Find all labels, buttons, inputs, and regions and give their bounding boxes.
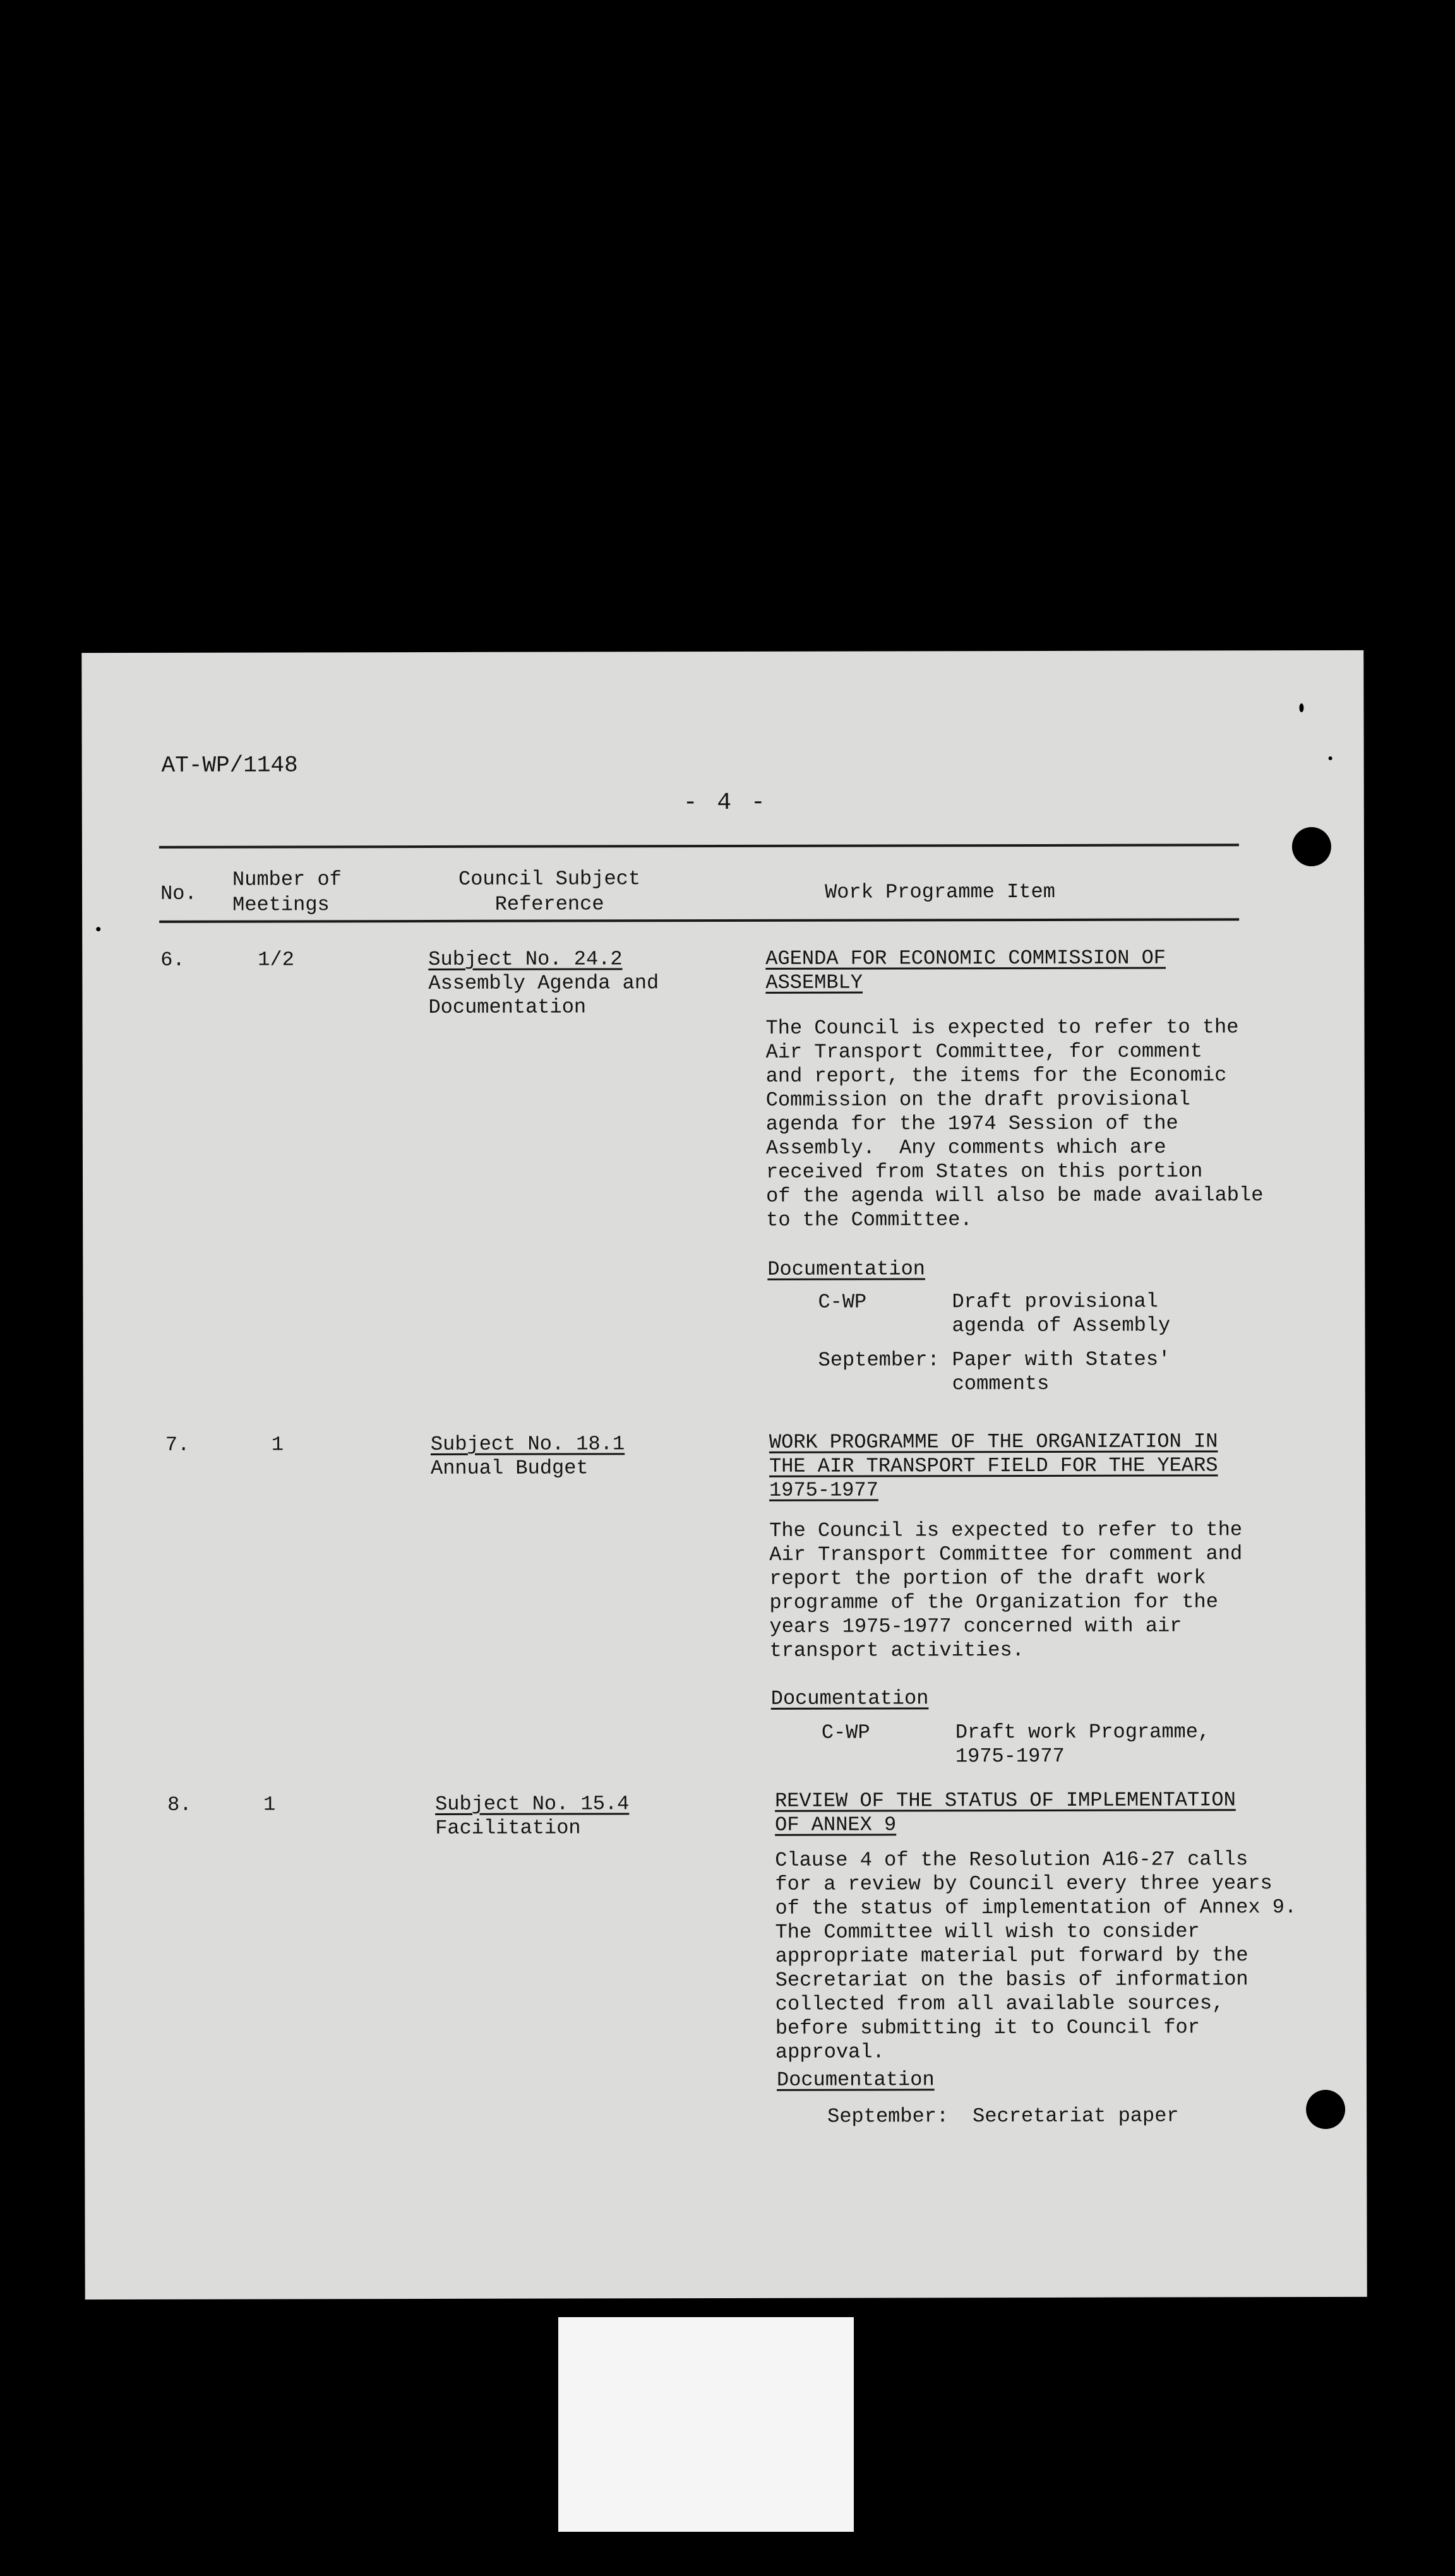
item-title: THE AIR TRANSPORT FIELD FOR THE YEARS bbox=[769, 1453, 1218, 1478]
item-title: AGENDA FOR ECONOMIC COMMISSION OF bbox=[765, 946, 1166, 970]
punch-hole-bottom bbox=[1306, 2090, 1345, 2129]
document-id: AT-WP/1148 bbox=[161, 752, 298, 778]
item-title: 1975-1977 bbox=[769, 1478, 878, 1502]
documentation-heading: Documentation bbox=[767, 1257, 925, 1281]
speck-mark bbox=[1299, 703, 1303, 712]
item-description: Clause 4 of the Resolution A16-27 calls for a review by Council every three years of the status of implementation of Annex 9. The Committee will wish to consider appropriate material put forward by the Secretariat on the basis of information collected from all available sources, before submitting it to Council for approval. bbox=[775, 1847, 1297, 2064]
row-number: 6. bbox=[160, 948, 185, 972]
documentation-source: September: bbox=[818, 1348, 940, 1372]
punch-hole-top bbox=[1292, 827, 1331, 866]
subject-title: Documentation bbox=[428, 995, 587, 1019]
item-title: OF ANNEX 9 bbox=[775, 1813, 897, 1837]
column-header-council-reference: Council Subject Reference bbox=[458, 867, 641, 916]
header-rule-top bbox=[159, 844, 1239, 849]
documentation-source: September: bbox=[827, 2104, 949, 2128]
documentation-detail: agenda of Assembly bbox=[952, 1313, 1171, 1338]
row-meetings: 1 bbox=[271, 1433, 284, 1457]
documentation-detail: Secretariat paper bbox=[973, 2104, 1179, 2128]
documentation-heading: Documentation bbox=[776, 2068, 935, 2092]
documentation-heading: Documentation bbox=[770, 1686, 929, 1710]
speck-mark bbox=[1329, 756, 1332, 760]
row-number: 8. bbox=[167, 1792, 192, 1816]
item-description: The Council is expected to refer to the Air Transport Committee, for comment and report, the items for the Economic Commission on the draft provisional agenda for the 1974 Session of the Assembly. Any comments which are received from States on this portion of the agenda will also be made available to the Committee. bbox=[765, 1015, 1264, 1232]
documentation-detail: Draft work Programme, bbox=[955, 1720, 1211, 1744]
subject-title: Assembly Agenda and bbox=[428, 971, 659, 995]
item-title: ASSEMBLY bbox=[765, 970, 863, 994]
subject-number: Subject No. 24.2 bbox=[428, 947, 623, 971]
column-header-no: No. bbox=[160, 881, 197, 905]
documentation-detail: Draft provisional bbox=[952, 1289, 1158, 1314]
row-meetings: 1/2 bbox=[258, 948, 294, 972]
row-number: 7. bbox=[165, 1433, 190, 1457]
documentation-source: C-WP bbox=[818, 1290, 867, 1314]
subject-number: Subject No. 18.1 bbox=[430, 1432, 625, 1456]
column-header-meetings: Number of Meetings bbox=[232, 868, 342, 917]
documentation-source: C-WP bbox=[821, 1720, 870, 1744]
item-title: REVIEW OF THE STATUS OF IMPLEMENTATION bbox=[775, 1788, 1236, 1813]
column-header-work-item: Work Programme Item bbox=[825, 880, 1055, 904]
page-number: - 4 - bbox=[683, 789, 768, 817]
subject-number: Subject No. 15.4 bbox=[435, 1792, 630, 1816]
documentation-detail: Paper with States' bbox=[952, 1347, 1171, 1372]
documentation-detail: 1975-1977 bbox=[955, 1744, 1065, 1768]
row-meetings: 1 bbox=[263, 1792, 276, 1816]
subject-title: Annual Budget bbox=[430, 1456, 589, 1480]
header-rule-bottom bbox=[159, 918, 1239, 923]
subject-title: Facilitation bbox=[435, 1816, 581, 1840]
speck-mark bbox=[96, 927, 100, 931]
blank-card bbox=[558, 2317, 854, 2532]
item-title: WORK PROGRAMME OF THE ORGANIZATION IN bbox=[769, 1429, 1218, 1454]
item-description: The Council is expected to refer to the Air Transport Committee for comment and report the portion of the draft work programme of the Organization for the years 1975-1977 concerned with air transport activities. bbox=[769, 1518, 1243, 1662]
documentation-detail: comments bbox=[952, 1371, 1050, 1396]
document-page bbox=[81, 650, 1367, 2299]
